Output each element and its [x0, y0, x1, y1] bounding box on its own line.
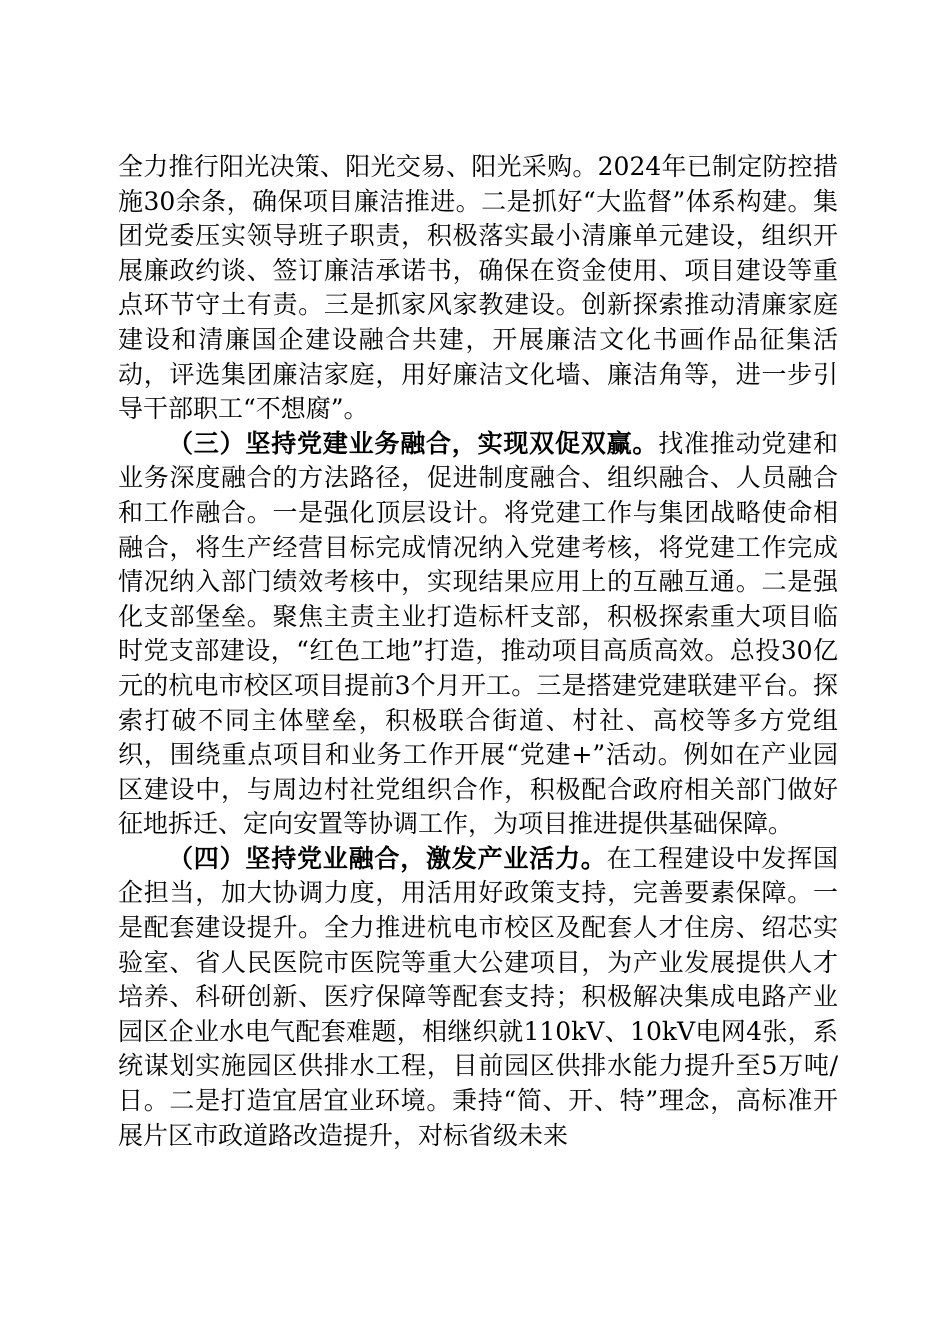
paragraph-3	[118, 842, 838, 1153]
paragraph-1-text: 全力推行阳光决策、阳光交易、阳光采购。2024年已制定防控措施30余条，确保项目廉洁推进。二是抓好“大监督”体系构建。集团党委压实领导班子职责，积极落实最小清廉单元建设，组织开展廉政约谈、签订廉洁承诺书，确保在资金使用、项目建设等重点环节守土有责。三是抓家风家教建设。创新探索推动清廉家庭建设和清廉国企建设融合共建，开展廉洁文化书画作品征集活动，评选集团廉洁家庭，用好廉洁文化墙、廉洁角等，进一步引导干部职工“不想腐”。	[118, 152, 838, 424]
paragraph-1	[118, 150, 838, 427]
paragraph-3-text: 在工程建设中发挥国企担当，加大协调力度，用活用好政策支持，完善要素保障。一是配套建设提升。全力推进杭电市校区及配套人才住房、绍芯实验室、省人民医院市医院等重大公建项目，为产业发展提供人才培养、科研创新、医疗保障等配套支持；积极解决集成电路产业园区企业水电气配套难题，相继织就110kV、10kV电网4张，系统谋划实施园区供排水工程，目前园区供排水能力提升至5万吨/日。二是打造宜居宜业环境。秉持“简、开、特”理念，高标准开展片区市政道路改造提升，对标省级未来	[118, 843, 838, 1150]
paragraph-2-text: 找准推动党建和业务深度融合的方法路径，促进制度融合、组织融合、人员融合和工作融合。一是强化顶层设计。将党建工作与集团战略使命相融合，将生产经营目标完成情况纳入党建考核，将党建工作完成情况纳入部门绩效考核中，实现结果应用上的互融互通。二是强化支部堡垒。聚焦主责主业打造标杆支部，积极探索重大项目临时党支部建设，“红色工地”打造，推动项目高质高效。总投30亿元的杭电市校区项目提前3个月开工。三是搭建党建联建平台。探索打破不同主体壁垒，积极联合街道、村社、高校等多方党组织，围绕重点项目和业务工作开展“党建+”活动。例如在产业园区建设中，与周边村社党组织合作，积极配合政府相关部门做好征地拆迁、定向安置等协调工作，为项目推进提供基础保障。	[118, 428, 838, 839]
paragraph-2	[118, 427, 838, 842]
section-heading-4: （四）坚持党业融合，激发产业活力。	[168, 843, 607, 873]
section-heading-3: （三）坚持党建业务融合，实现双促双赢。	[168, 428, 659, 458]
document-body	[118, 150, 838, 1153]
